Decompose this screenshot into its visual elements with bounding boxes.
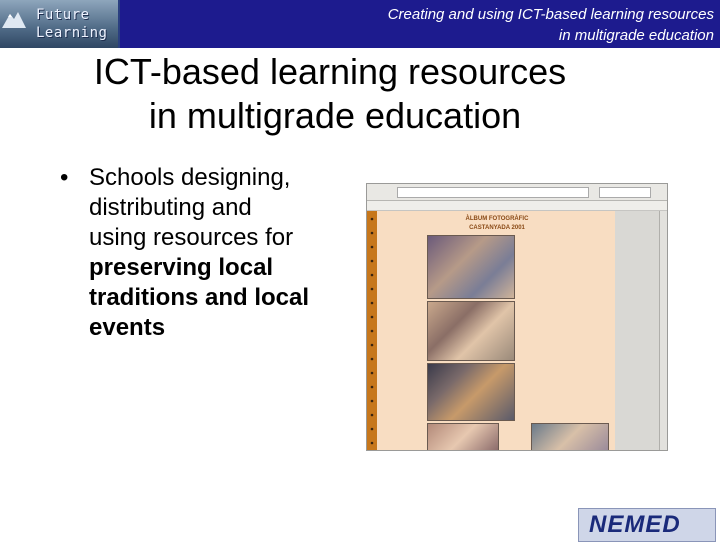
photo-costumes-right	[531, 423, 609, 451]
bullet-marker: •	[60, 164, 69, 191]
browser-address-bar	[397, 187, 589, 198]
header-caption-line1: Creating and using ICT-based learning resources	[387, 6, 714, 23]
website-screenshot	[366, 183, 668, 451]
bullet-line-bold: traditions and local	[89, 284, 310, 311]
nemed-logo-text: NEMED	[589, 511, 681, 538]
header-caption-line2: in multigrade education	[558, 27, 714, 44]
photo-costumes-left	[427, 423, 499, 451]
header-caption	[174, 4, 714, 46]
bullet-line-bold: events	[89, 314, 166, 341]
nemed-logo	[578, 508, 716, 542]
webpage-title-line1: ÀLBUM FOTOGRÀFIC	[465, 216, 529, 222]
browser-bookmarks-bar	[367, 201, 667, 211]
spiral-binding-decoration	[367, 211, 377, 450]
slide-title	[0, 50, 720, 138]
bullet-line: using resources for	[89, 224, 294, 251]
header-bar	[0, 0, 720, 48]
logo-word-learning: Learning	[36, 25, 108, 41]
webpage-title-line2: CASTANYADA 2001	[469, 225, 525, 231]
browser-scrollbar	[659, 211, 668, 450]
logo-word-future: Future	[36, 7, 90, 23]
bullet-line: distributing and	[89, 194, 252, 221]
bullet-line: Schools designing,	[89, 164, 291, 191]
webpage-margin	[615, 211, 659, 450]
slide-title-line1: ICT-based learning resources	[93, 51, 567, 92]
bullet-item	[89, 163, 369, 343]
photo-children-hallway	[427, 301, 515, 361]
photo-chestnut-roasting	[427, 363, 515, 421]
webpage-content	[377, 211, 615, 450]
browser-search-box	[599, 187, 651, 198]
browser-toolbar	[367, 184, 667, 201]
mountain-icon	[2, 8, 26, 28]
webpage-title	[437, 215, 557, 233]
photo-children-classroom	[427, 235, 515, 299]
future-learning-logo	[0, 0, 120, 48]
slide-title-line2: in multigrade education	[148, 95, 522, 136]
bullet-line-bold: preserving local	[89, 254, 274, 281]
